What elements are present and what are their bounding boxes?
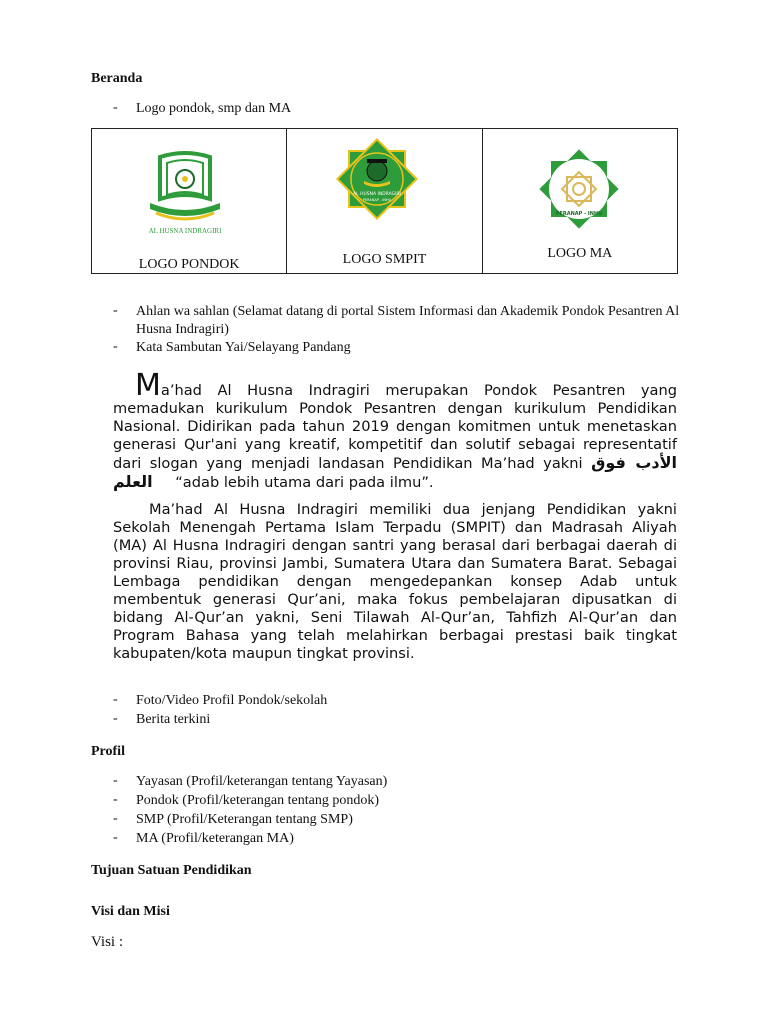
smpit-logo-text: AL HUSNA INDRAGIRI xyxy=(353,192,402,197)
smpit-logo-subtext: PERANAP - INHU xyxy=(363,198,392,202)
pondok-logo-text: AL HUSNA INDRAGIRI xyxy=(148,227,222,235)
list-item-pondok xyxy=(113,792,703,810)
bullet-dash: - xyxy=(113,692,118,707)
logo-cell-smpit xyxy=(287,129,482,274)
list-item-text: Ahlan wa sahlan (Selamat datang di portal Sistem Informasi dan Akademik Pondok Pesantren Al Husna Indragiri) xyxy=(136,304,680,337)
list-item-ahlan xyxy=(113,303,703,339)
list-item-text: Pondok (Profil/keterangan tentang pondok) xyxy=(136,793,380,808)
ma-logo-text: PERANAP - INHU xyxy=(555,211,602,217)
paragraph-jenjang: Ma’had Al Husna Indragiri memiliki dua jenjang Pendidikan yakni Sekolah Menengah Pertama Islam Terpadu (SMPIT) dan Madrasah Aliyah (MA) Al Husna Indragiri dengan santri yang berasal dari berbagai daerah di provinsi Riau, provinsi Jambi, Sumatera Utara dan Sumatera Barat. Sebagai Lembaga pendidikan dengan mengedepankan konsep Adab untuk membentuk generasi Qur’ani, maka fokus pembelajaran dipusatkan di bidang Al-Qur’an yakni, Seni Tilawah Al-Qur’an, Tahfizh Al-Qur’an dan Program Bahasa yang telah melahirkan berbagai prestasi baik tingkat kabupaten/kota maupun tingkat provinsi. xyxy=(113,501,677,662)
list-item-text: Logo pondok, smp dan MA xyxy=(136,101,292,116)
bullet-dash: - xyxy=(113,711,118,726)
list-item-text: SMP (Profil/Keterangan tentang SMP) xyxy=(136,812,353,827)
paragraph-intro xyxy=(113,368,678,492)
list-item-text: Yayasan (Profil/keterangan tentang Yayasan) xyxy=(136,774,388,789)
bullet-dash: - xyxy=(113,303,118,318)
logo-table xyxy=(91,128,678,274)
list-item-ma xyxy=(113,830,703,848)
heading-tujuan: Tujuan Satuan Pendidikan xyxy=(91,863,252,878)
list-item-berita xyxy=(113,711,703,729)
logo-cell-ma xyxy=(482,129,677,274)
list-item-text: Kata Sambutan Yai/Selayang Pandang xyxy=(136,340,351,355)
list-item-foto-video xyxy=(113,692,703,710)
caption-logo-pondok: LOGO PONDOK xyxy=(138,257,240,272)
ma-logo-icon xyxy=(529,139,629,239)
drop-cap: M xyxy=(135,368,161,403)
list-item-kata-sambutan xyxy=(113,339,703,357)
caption-logo-ma: LOGO MA xyxy=(547,246,613,261)
list-item-text: Berita terkini xyxy=(136,712,211,727)
bullet-dash: - xyxy=(113,339,118,354)
slogan-quote: “adab lebih utama dari pada ilmu”. xyxy=(175,474,434,491)
smpit-logo-icon xyxy=(331,133,423,225)
visi-label: Visi : xyxy=(91,934,124,950)
pondok-logo-icon xyxy=(140,151,230,237)
bullet-dash: - xyxy=(113,792,118,807)
bullet-dash: - xyxy=(113,100,118,115)
list-item-text: MA (Profil/keterangan MA) xyxy=(136,831,294,846)
logo-cell-pondok xyxy=(92,129,287,274)
heading-profil: Profil xyxy=(91,744,125,759)
bullet-dash: - xyxy=(113,830,118,845)
list-item-logo xyxy=(113,100,703,118)
heading-visi-misi: Visi dan Misi xyxy=(91,904,170,919)
list-item-yayasan xyxy=(113,773,703,791)
list-item-text: Foto/Video Profil Pondok/sekolah xyxy=(136,693,328,708)
arabic-slogan: الأدب فوق العلم xyxy=(113,453,678,491)
list-item-smp xyxy=(113,811,703,829)
caption-logo-smpit: LOGO SMPIT xyxy=(342,252,427,267)
intro-text: a’had Al Husna Indragiri merupakan Pondok Pesantren yang memadukan kurikulum Pondok Pesantren dengan kurikulum Pendidikan Nasional. Didirikan pada tahun 2019 dengan komitmen untuk menetaskan generasi Qur'ani yang kreatif, kompetitif dan solutif sebagai representatif dari slogan yang menjadi landasan Pendidikan Ma’had yakni xyxy=(113,382,677,472)
bullet-dash: - xyxy=(113,773,118,788)
heading-beranda: Beranda xyxy=(91,71,143,86)
bullet-dash: - xyxy=(113,811,118,826)
